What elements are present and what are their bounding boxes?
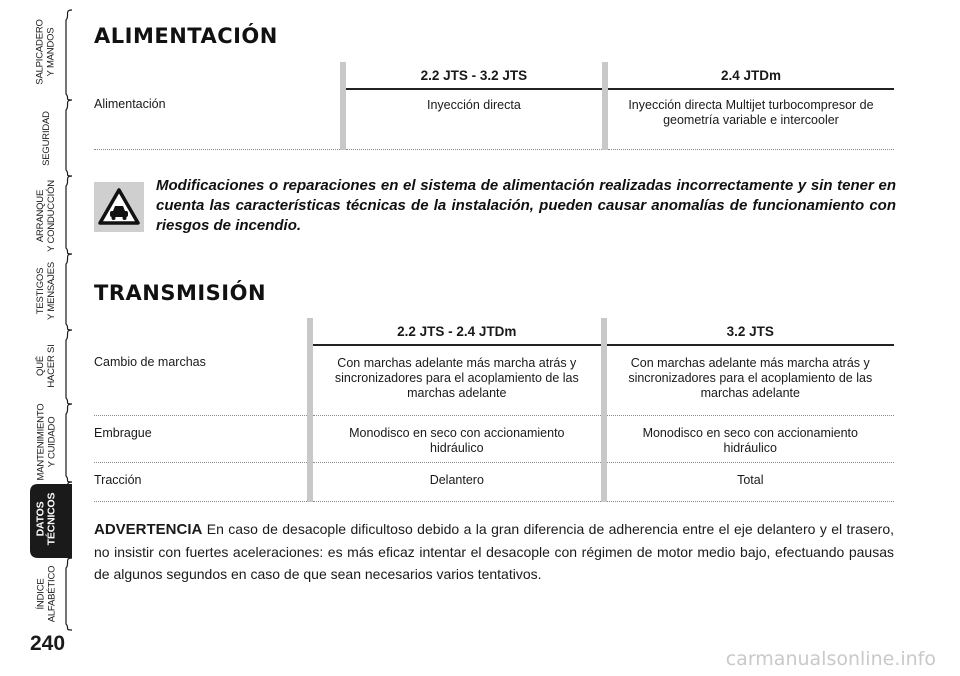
advertencia-text: En caso de desacople dificultoso debido a la gran diferencia de adherencia entre el eje delantero y el trasero, no insistir con fuertes aceleraciones: es más eficaz intentar el desacople con régimen de motor medio bajo, efectuando pausas de algunos segundos en caso de que sean necesarios varios tentativos.	[94, 521, 895, 582]
table-cell: Total	[604, 463, 894, 502]
tab-salpicadero[interactable]	[20, 10, 72, 94]
row-label: Alimentación	[94, 89, 343, 150]
tab-label: QUÉ HACER SI	[35, 344, 57, 388]
section-title-transmision: TRANSMISIÓN	[94, 281, 267, 305]
table-cell: Delantero	[310, 463, 603, 502]
header-cell	[94, 318, 310, 345]
tab-label: SEGURIDAD	[40, 110, 52, 166]
table-cell: Inyección directa	[343, 89, 605, 150]
watermark: carmanualsonline.info	[725, 648, 936, 670]
page-number: 240	[30, 632, 66, 655]
tab-seguridad[interactable]	[20, 102, 72, 174]
transmision-table	[94, 318, 894, 502]
table-row	[94, 463, 894, 502]
table-row	[94, 89, 894, 150]
tab-label: ARRANQUE Y CONDUCCIÓN	[35, 180, 58, 252]
tab-label: DATOS TÉCNICOS	[34, 492, 57, 546]
header-cell: 2.2 JTS - 3.2 JTS	[343, 62, 605, 89]
header-cell: 2.4 JTDm	[605, 62, 894, 89]
table-cell: Con marchas adelante más marcha atrás y sincronizadores para el acoplamiento de las marchas adelante	[604, 345, 894, 416]
tab-indice[interactable]	[20, 558, 72, 630]
header-cell: 3.2 JTS	[604, 318, 894, 345]
table-cell: Monodisco en seco con accionamiento hidráulico	[310, 416, 603, 463]
table-cell: Con marchas adelante más marcha atrás y sincronizadores para el acoplamiento de las marchas adelante	[310, 345, 603, 416]
table-header-row	[94, 62, 894, 89]
tab-label: SALPICADERO Y MANDOS	[35, 19, 58, 85]
row-label: Cambio de marchas	[94, 345, 310, 416]
header-cell	[94, 62, 343, 89]
tab-label: MANTENIMIENTO Y CUIDADO	[35, 403, 58, 481]
warning-triangle-car-fire-icon	[94, 182, 144, 232]
tab-mantenimiento[interactable]	[20, 404, 72, 480]
tab-datos-tecnicos[interactable]	[20, 482, 72, 556]
table-cell: Inyección directa Multijet turbocompresor de geometría variable e intercooler	[605, 89, 894, 150]
table-row	[94, 345, 894, 416]
tab-label: TESTIGOS Y MENSAJES	[35, 261, 58, 321]
fire-risk-warning	[94, 176, 894, 240]
tab-testigos[interactable]	[20, 254, 72, 328]
advertencia-label: ADVERTENCIA	[94, 521, 203, 538]
header-cell: 2.2 JTS - 2.4 JTDm	[310, 318, 603, 345]
row-label: Embrague	[94, 416, 310, 463]
table-header-row	[94, 318, 894, 345]
tab-que-hacer-si[interactable]	[20, 330, 72, 402]
table-cell: Monodisco en seco con accionamiento hidráulico	[604, 416, 894, 463]
section-title-alimentacion: ALIMENTACIÓN	[94, 24, 278, 48]
warning-text: Modificaciones o reparaciones en el sistema de alimentación realizadas incorrectamente y sin tener en cuenta las características técnicas de la instalación, pueden causar anomalías de funcionamiento con riesgos de incendio.	[156, 177, 896, 234]
table-row	[94, 416, 894, 463]
advertencia-paragraph	[94, 518, 894, 585]
row-label: Tracción	[94, 463, 310, 502]
tab-arranque[interactable]	[20, 178, 72, 254]
tab-label: ÍNDICE ALFABÉTICO	[35, 565, 58, 623]
alimentacion-table	[94, 62, 894, 150]
section-tab-bar	[0, 0, 72, 676]
